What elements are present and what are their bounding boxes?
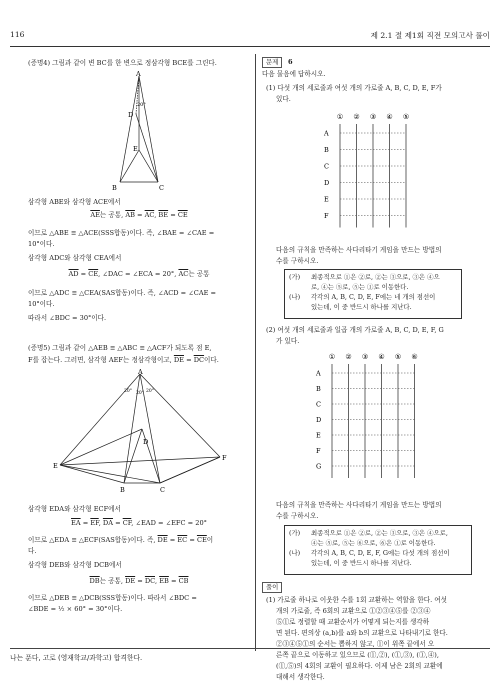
text-sss-1b: 10°이다.: [28, 240, 55, 248]
fig2-label-a: A: [138, 368, 143, 376]
ladder2-col-label: ④: [378, 353, 385, 361]
question-intro: 다음 물음에 답하시오.: [262, 70, 326, 78]
formula-deb-dcb: $\overline{DB}$는 공통, $\overline{DE} = \overline{DC}$, $\overline{EB} = \overline{CB}$: [89, 577, 189, 585]
q2-line-a: (2) 여섯 개의 세로줄과 일곱 개의 가로줄 A, B, C, D, E, F, G: [266, 326, 444, 334]
text-sas-2b: 다.: [28, 547, 37, 555]
solution-line-1: (1) 가로줄 하나로 이웃한 수를 1회 교환하는 역할을 한다. 여섯: [266, 596, 447, 604]
fig2-label-b: B: [120, 486, 125, 494]
proof4-intro: (증명4) 그림과 같이 변 BC를 한 변으로 정삼각형 BCE를 그린다.: [28, 59, 217, 67]
text-sss-2a: 이므로 △DEB ≡ △DCB(SSS합동)이다. 따라서 ∠BDC =: [28, 594, 197, 602]
text-sas-1a: 이므로 △ADC ≡ △CEA(SAS합동)이다. 즉, ∠ACD = ∠CAE =: [28, 289, 217, 297]
q1-line-d: 수를 구하시오.: [276, 257, 319, 265]
solution-label: 풀이: [262, 582, 282, 593]
text-sss-2b: ∠BDE = ½ × 60° = 30°이다.: [28, 605, 123, 613]
solution-line-6: 른쪽 끝으로 이동하고 있으므로 (①,②), (①,③), (①,④),: [276, 651, 439, 659]
text-sas-1b: 10°이다.: [28, 300, 55, 308]
ladder2-col-label: ⑥: [411, 353, 418, 361]
ladder1-row-label: D: [324, 179, 330, 187]
ladder-diagram-2: [312, 349, 447, 494]
ladder2-col-label: ①: [328, 353, 336, 361]
solution-line-8: 대해서 생각한다.: [276, 673, 325, 681]
problem-number: 6: [288, 58, 293, 66]
ladder2-col-label: ②: [345, 353, 352, 361]
ladder1-row-label: C: [324, 162, 329, 171]
page-header: [10, 30, 490, 44]
fig2-angle-label-3: 20°: [146, 389, 154, 394]
fig2-label-d: D: [143, 438, 149, 446]
ladder1-col-label: ⑤: [402, 113, 410, 121]
proof5-intro-b: F를 잡는다. 그러면, 삼각형 AEF는 정삼각형이고, $\overline{DE} = \overline{DC}$이다.: [28, 356, 219, 364]
proof5-intro-a: (증명5) 그림과 같이 △AEB ≡ △ABC ≡ △ACF가 되도록 점 E,: [28, 344, 212, 352]
q2-line-d: 수를 구하시오.: [276, 512, 319, 520]
ladder1-row-label: A: [324, 129, 329, 138]
ladder1-row-label: F: [324, 212, 329, 220]
solution-line-5: ②③④⑤①의 순서는 뽑하지 않고, ①이 위쪽 끝에서 오: [276, 640, 435, 648]
ladder2-row-label: G: [316, 462, 322, 471]
ladder2-row-label: D: [316, 416, 322, 424]
ladder1-col-label: ③: [369, 113, 377, 121]
fig2-angle-label-1: 20°: [124, 389, 132, 394]
solution-line-7: (①,⑤)의 4회의 교환이 필요하다. 이제 남은 2회의 교환에: [276, 662, 443, 670]
text-abe-ace: 삼각형 ABE와 삼각형 ACE에서: [28, 198, 121, 206]
text-eda-ecf: 삼각형 EDA와 삼각형 ECF에서: [28, 505, 121, 513]
column-divider: [255, 54, 256, 651]
formula-eda-ecf: $\overline{EA} = \overline{EF}$, $\overline{DA} = \overline{CF}$, ∠EAD = ∠EFC = 20°: [71, 519, 207, 527]
ladder-diagram-1: [320, 109, 430, 239]
q1-line-c: 다음의 규칙을 만족하는 사다리타기 게임을 만드는 방법의: [276, 246, 442, 254]
solution-line-4: 면 된다. 편의상 (a,b)를 a와 b의 교환으로 나타내기로 한다.: [276, 629, 448, 637]
solution-line-3: ⑤①로 정렬할 때 교환순서가 어떻게 되는지를 생각하: [276, 618, 430, 626]
ladder1-row-label: B: [324, 146, 329, 154]
text-deb-dcb: 삼각형 DEB와 삼각형 DCB에서: [28, 561, 122, 569]
fig1-label-c: C: [159, 184, 164, 192]
problem-label: 문제: [262, 57, 282, 68]
text-sss-1a: 이므로 △ABE ≡ △ACE(SSS합동)이다. 즉, ∠BAE = ∠CAE =: [28, 229, 215, 237]
ladder1-col-label: ①: [336, 113, 344, 121]
ladder2-col-label: ③: [361, 353, 369, 361]
footer-rule: [10, 648, 490, 649]
q2-line-b: 가 있다.: [276, 337, 300, 345]
ladder2-row-label: C: [316, 400, 321, 409]
fig2-label-f: F: [222, 454, 227, 462]
q2-line-c: 다음의 규칙을 만족하는 사다리타기 게임을 만드는 방법의: [276, 501, 442, 509]
solution-line-2: 개의 가로줄, 즉 6회의 교환으로 ①②③④⑤를 ②③④: [276, 607, 431, 615]
footer-text: 나는 푼다, 고로 (영재학교/과학고) 합격한다.: [10, 654, 143, 662]
text-adc-cea: 삼각형 ADC와 삼각형 CEA에서: [28, 254, 122, 262]
fig1-label-a: A: [136, 70, 141, 78]
ladder1-row-label: E: [324, 195, 329, 204]
fig2-label-c: C: [160, 486, 165, 494]
section-title: 제 2.1 절 제1회 직전 모의고사 풀이: [370, 31, 490, 40]
figure-triangle-aef: [52, 368, 227, 500]
ladder1-col-label: ②: [353, 113, 360, 121]
formula-abe-ace: $\overline{AE}$는 공통, $\overline{AB} = \overline{AC}$, $\overline{BE} = \overline{CE}$: [90, 211, 188, 219]
fig1-label-d: D: [128, 111, 134, 119]
page-number: 116: [10, 30, 25, 39]
q1-line-b: 있다.: [276, 95, 291, 103]
ladder2-row-label: A: [316, 369, 321, 378]
ladder2-col-label: ⑤: [394, 353, 402, 361]
rules-box-1: (가) 최종적으로 ①은 ②로, ②는 ③으로, ③은 ④으 로, ④는 ⑤로, ⑤는 ①로 이동한다. (나) 각각의 A, B, C, D, E, F에는 네 개의 점선이 있는데, 이 중 반드시 하나를 지난다.: [284, 269, 462, 319]
fig1-label-e: E: [133, 145, 138, 153]
ladder2-row-label: F: [316, 447, 321, 455]
text-sas-2a: 이므로 △EDA ≡ △ECF(SAS합동)이다. 즉, $\overline{DE} = \overline{EC} = \overline{CE}$이: [28, 536, 214, 544]
q1-line-a: (1) 다섯 개의 세로줄과 여섯 개의 가로줄 A, B, C, D, E, F가: [266, 84, 442, 92]
figure-triangle-bce: [106, 70, 186, 192]
fig1-label-b: B: [112, 184, 117, 192]
ladder2-row-label: B: [316, 385, 321, 393]
text-conclusion-1: 따라서 ∠BDC = 30°이다.: [28, 314, 107, 322]
fig2-label-e: E: [53, 462, 58, 470]
rules-box-2: (가) 최종적으로 ①은 ②로, ②는 ③으로, ③은 ④으로, ④는 ⑤로, ⑤는 ⑥으로, ⑥은 ①로 이동한다. (나) 각각의 A, B, C, D, E, F, G에는 다섯 개의 점선이 있는데, 이 중 반드시 하나를 지난다.: [284, 525, 472, 575]
fig1-angle-label: 20°: [137, 102, 146, 108]
header-rule: [10, 46, 490, 47]
formula-adc-cea: $\overline{AD} = \overline{CE}$, ∠DAC = ∠ECA = 20°, $\overline{AC}$는 공통: [68, 270, 210, 278]
ladder1-col-label: ④: [386, 113, 393, 121]
ladder2-row-label: E: [316, 431, 321, 440]
fig2-angle-label-2: 20°: [136, 391, 144, 396]
